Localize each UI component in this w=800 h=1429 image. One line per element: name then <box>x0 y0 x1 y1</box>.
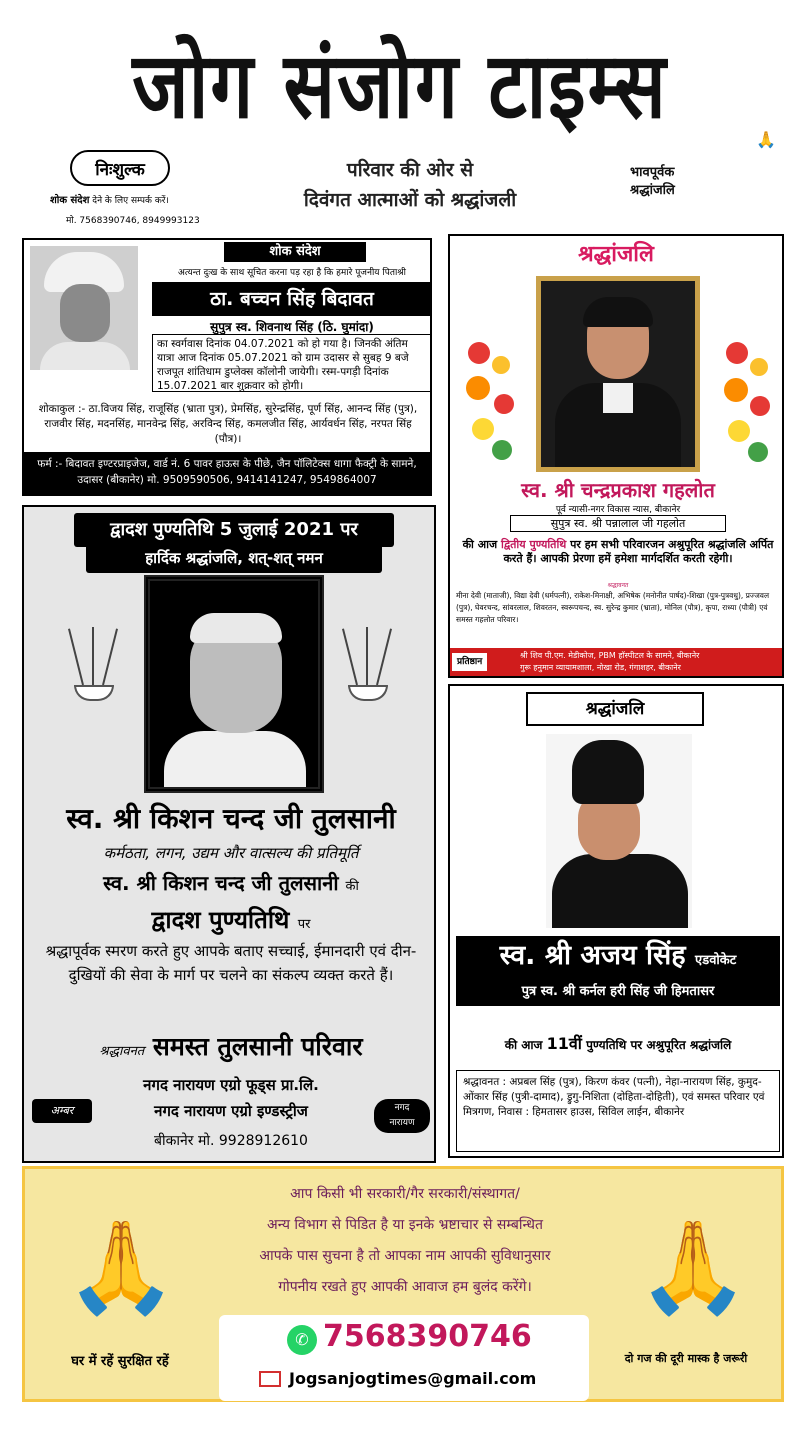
profession: एडवोकेट <box>695 953 737 968</box>
folded-hands-icon: 🙏 <box>756 130 776 149</box>
tribute-banner: हार्दिक श्रद्धांजलि, शत्-शत् नमन <box>86 543 382 573</box>
safety-slogan: घर में रहें सुरक्षित रहें <box>71 1354 169 1369</box>
family-name: समस्त तुलसानी परिवार <box>152 1032 363 1061</box>
family-prefix: श्रद्धावनत <box>99 1044 145 1059</box>
portrait-photo <box>144 575 324 793</box>
newspaper-title: जोग संजोग टाइम्स <box>132 32 668 139</box>
mask-slogan: दो गज की दूरी मास्क है जरूरी <box>624 1352 748 1365</box>
free-note <box>50 195 280 207</box>
establishment-2: गुरू हनुमान व्यायामशाला, नोखा रोड, गंगाशहर, बीकानेर <box>520 663 681 672</box>
whatsapp-icon: ✆ <box>287 1325 317 1355</box>
establishment-bar <box>450 648 782 676</box>
establishment-tag: प्रतिष्ठान <box>452 653 487 671</box>
deceased-name: ठा. बच्चन सिंह बिदावत <box>152 282 432 316</box>
free-note-text: देने के लिए सम्पर्क करें। <box>92 196 169 206</box>
right-label-2: श्रद्धांजलि <box>630 183 675 198</box>
virtues-line: कर्मठता, लगन, उद्यम और वात्सल्य की प्रतिमूर्ति <box>103 844 359 862</box>
anti-corruption-ad <box>22 1166 784 1402</box>
ad-text <box>205 1179 605 1303</box>
free-phone: मो. 7568390746, 8949993123 <box>66 216 200 226</box>
portrait-photo <box>536 276 700 472</box>
free-note-bold: शोक संदेश <box>50 195 90 206</box>
folded-hands-right-icon: 🙏 <box>637 1215 750 1320</box>
logo-right-line-1: नगद <box>394 1103 410 1113</box>
establishment-1: श्री शिव पी.एम. मेडीकोज, PBM हॉस्पीटल के सामने, बीकानेर <box>520 651 700 660</box>
firm-address: फर्म :- बिदावत इण्टरप्राइजेज, वार्ड नं. 6 पावर हाऊस के पीछे, जैन पॉलिटेक्स धागा फैक्ट्री के सामने, उदासर (बीकानेर) मो. 9509590506, 9414141247, 9549864007 <box>24 452 430 494</box>
ad-line-4: गोपनीय रखते हुए आपकी आवाज हम बुलंद करेंगे। <box>278 1279 532 1295</box>
amber-logo: अम्बर <box>32 1099 92 1123</box>
city-phone: बीकानेर मो. 9928912610 <box>154 1133 308 1149</box>
contact-box <box>219 1315 589 1401</box>
name-band <box>456 936 780 1006</box>
deceased-name: स्व. श्री अजय सिंह <box>499 940 686 971</box>
shraddhavanat-label: श्रद्धावनत <box>607 582 629 589</box>
deceased-name-line <box>456 936 780 981</box>
family-list: मीना देवी (माताजी), विद्या देवी (धर्मपत्नी), राकेश-मिनाक्षी, अभिषेक (मनोनीत पार्षद)-शिखा (पुत्र-पुत्रवधु), प्रज्जवल (पुत्र), घेवरचन्द, सांवरलाल, शिवरतन, स्वरूपचन्द, स्व. सुरेन्द्र कुमार (भ्राता), मोनिल (पौत्र), कृपा, राध्या (पौत्री) एवं समस्त गहलोत परिवार। <box>456 591 770 624</box>
notice-message: का स्वर्गवास दिनांक 04.07.2021 को हो गया है। जिनकी अंतिम यात्रा आज दिनांक 05.07.2021 को ग्राम उदासर से सुबह 9 बजे राजपूत शांतिधाम डुप्लेक्स कॉलोनी जायेगी। रस्म-पगड़ी दिनांक 15.07.2021 बार शुक्रवार को होगी। <box>152 334 432 392</box>
gahlot-tribute <box>448 234 784 678</box>
logo-right-line-2: नारायण <box>389 1118 415 1128</box>
deceased-name: स्व. श्री चन्द्रप्रकाश गहलोत <box>521 478 715 502</box>
flower-garland-right <box>712 336 782 476</box>
anniversary-line <box>34 903 428 936</box>
tribute-title: श्रद्धांजलि <box>578 242 654 267</box>
flower-garland-left <box>458 336 528 476</box>
tribute-paragraph: श्रद्धापूर्वक स्मरण करते हुए आपके बताए सच्चाई, ईमानदारी एवं दीन-दुखियों की सेवा के मार्ग पर चलने का संकल्प व्यक्त करते हैं। <box>45 942 417 984</box>
portrait-photo <box>546 734 692 928</box>
incense-stand-right-icon <box>336 627 406 707</box>
portrait-photo <box>30 246 138 370</box>
son-of-line: पुत्र स्व. श्री कर्नल हरी सिंह जी हिमतासर <box>521 984 715 999</box>
ad-line-3: आपके पास सुचना है तो आपका नाम आपकी सुविधानुसार <box>259 1248 551 1264</box>
anniversary-suffix: पर <box>297 917 311 932</box>
family-list: श्रद्धावनत : अप्रबल सिंह (पुत्र), किरण कंवर (पत्नी), नेहा-नारायण सिंह, कुमुद-ओंकार सिंह (पुत्री-दामाद), ड्रुगु-निशिता (दोहिता-दोहिती), एवं समस्त परिवार एवं मित्रगण, निवास : हिमतासर हाउस, सिविल लाईन, बीकानेर <box>456 1070 780 1152</box>
ad-line-1: आप किसी भी सरकारी/गैर सरकारी/संस्थागत/ <box>290 1186 520 1202</box>
name-repeat-suffix: की <box>345 879 359 894</box>
masthead-right-note <box>630 130 780 198</box>
msg-highlight: द्वितीय पुण्यतिथि <box>500 538 567 551</box>
msg-post: पुण्यतिथि पर अश्रुपूरित श्रद्धांजलि <box>586 1038 732 1052</box>
msg-pre: की आज <box>462 538 498 551</box>
incense-stand-left-icon <box>62 627 132 707</box>
shok-sandesh-notice <box>22 238 432 496</box>
tribute-message <box>460 538 776 566</box>
son-of-line: सुपुत्र स्व. शिवनाथ सिंह (ठि. घुमांदा) <box>210 320 374 334</box>
family-line <box>34 1029 428 1063</box>
notice-intro: अत्यन्त दुःख के साथ सूचित करना पड़ रहा है कि हमारे पूजनीय पिताश्री <box>177 268 406 278</box>
ad-line-2: अन्य विभाग से पिडित है या इनके भ्रष्टाचार से सम्बन्धित <box>267 1217 543 1233</box>
mourners-list: शोकाकुल :- ठा.विजय सिंह, राजूसिंह (भ्राता पुत्र), प्रेमसिंह, सुरेन्द्रसिंह, पूर्ण सिंह, आनन्द सिंह (पुत्र), राजवीर सिंह, मदनसिंह, मानवेन्द्र सिंह, अरविन्द सिंह, कमलजीत सिंह, आर्यवर्धन सिंह, नरपत सिंह (पौत्र)। <box>38 403 418 445</box>
tagline-line-1: परिवार की ओर से <box>346 159 474 181</box>
notice-heading: शोक संदेश <box>224 242 366 262</box>
right-label-1: भावपूर्वक <box>630 165 675 180</box>
name-repeat-text: स्व. श्री किशन चन्द जी तुलसानी <box>103 871 339 895</box>
tribute-message <box>456 1032 780 1054</box>
tribute-heading: श्रद्धांजलि <box>526 692 704 726</box>
son-of-line: सुपुत्र स्व. श्री पन्नालाल जी गहलोत <box>510 515 726 532</box>
anniversary-text: द्वादश पुण्यतिथि <box>151 906 290 934</box>
tagline-line-2: दिवंगत आत्माओं को श्रद्धांजली <box>303 189 517 211</box>
deceased-name: स्व. श्री किशन चन्द जी तुलसानी <box>66 802 396 835</box>
masthead-tagline <box>260 155 560 215</box>
tulsani-tribute <box>22 505 436 1163</box>
whatsapp-number[interactable]: 7568390746 <box>323 1319 532 1354</box>
msg-pre: की आज <box>504 1038 543 1052</box>
masthead <box>0 0 800 232</box>
deceased-name-repeat <box>34 869 428 896</box>
gmail-icon <box>259 1371 281 1387</box>
company-1: नगद नारायण एग्रो फूड्स प्रा.लि. <box>143 1076 319 1094</box>
designation: पूर्व न्यासी-नगर विकास न्यास, बीकानेर <box>555 505 681 515</box>
free-badge: निःशुल्क <box>70 150 170 186</box>
anniversary-banner: द्वादश पुण्यतिथि 5 जुलाई 2021 पर <box>74 513 394 547</box>
email-address[interactable]: Jogsanjogtimes@gmail.com <box>289 1369 537 1388</box>
msg-bold: 11वीं <box>546 1034 582 1053</box>
company-2: नगद नारायण एग्रो इण्डस्ट्रीज <box>154 1102 308 1120</box>
nagad-narayan-logo <box>374 1099 430 1133</box>
ajay-singh-tribute <box>448 684 784 1158</box>
folded-hands-left-icon: 🙏 <box>65 1215 178 1320</box>
msg-post: पर हम सभी परिवारजन अश्रुपूरित श्रद्धांजलि अर्पित करते हैं। आपकी प्रेरणा हमें हमेशा मार्गदर्शित करती रहेगी। <box>503 538 774 565</box>
